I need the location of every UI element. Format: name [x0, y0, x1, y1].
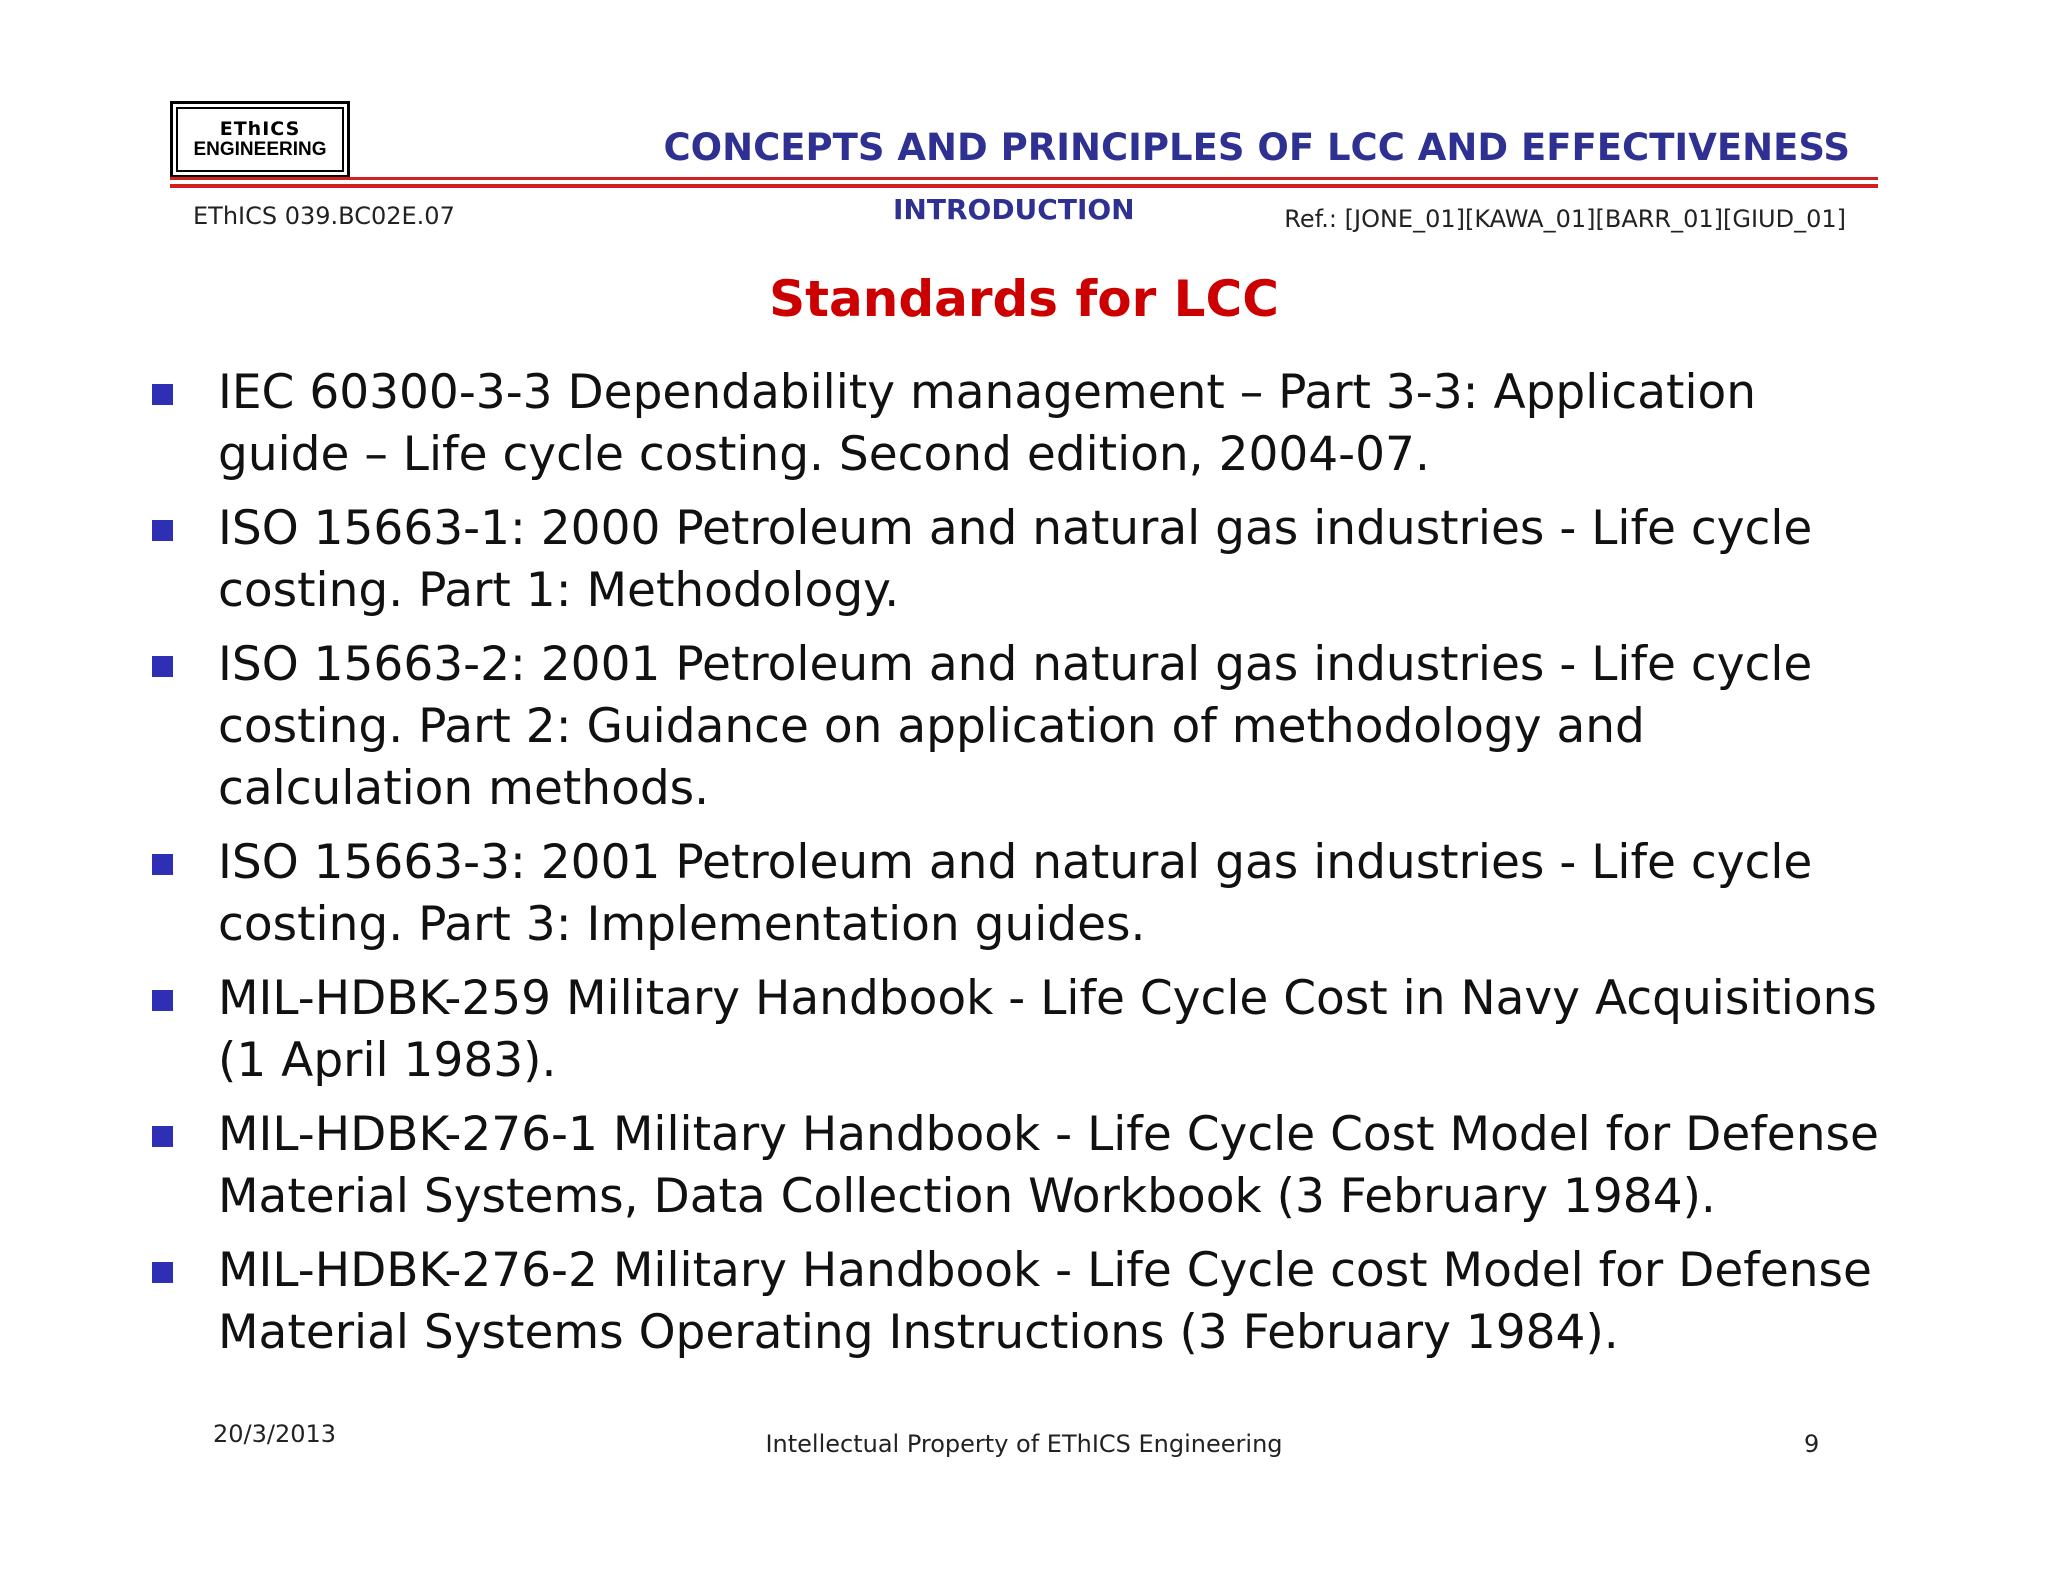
footer-ownership: Intellectual Property of EThICS Engineering — [765, 1430, 1283, 1458]
list-item — [150, 362, 1890, 486]
list-item — [150, 832, 1890, 956]
square-bullet-icon — [152, 384, 173, 405]
page-number: 9 — [1804, 1430, 1820, 1458]
list-item-text: MIL-HDBK-276-2 Military Handbook - Life Cycle cost Model for Defense Material Systems Operating Instructions (3 February 1984). — [218, 1243, 1872, 1360]
list-item-text: ISO 15663-1: 2000 Petroleum and natural gas industries - Life cycle costing. Part 1: Methodology. — [218, 501, 1813, 618]
list-item — [150, 498, 1890, 622]
header-rule-bottom — [170, 184, 1878, 188]
square-bullet-icon — [152, 990, 173, 1011]
ethics-engineering-logo — [170, 101, 350, 178]
square-bullet-icon — [152, 1126, 173, 1147]
list-item-text: ISO 15663-2: 2001 Petroleum and natural gas industries - Life cycle costing. Part 2: Guidance on application of methodology and calculation methods. — [218, 637, 1813, 816]
square-bullet-icon — [152, 656, 173, 677]
square-bullet-icon — [152, 854, 173, 875]
logo-line-2: ENGINEERING — [193, 138, 327, 160]
list-item-text: MIL-HDBK-276-1 Military Handbook - Life Cycle Cost Model for Defense Material Systems, Data Collection Workbook (3 February 1984). — [218, 1107, 1879, 1224]
list-item-text: MIL-HDBK-259 Military Handbook - Life Cycle Cost in Navy Acquisitions (1 April 1983). — [218, 971, 1877, 1088]
square-bullet-icon — [152, 1262, 173, 1283]
document-code: EThICS 039.BC02E.07 — [193, 202, 455, 230]
list-item-text: ISO 15663-3: 2001 Petroleum and natural gas industries - Life cycle costing. Part 3: Implementation guides. — [218, 835, 1813, 952]
square-bullet-icon — [152, 520, 173, 541]
logo-line-1: EThICS — [219, 117, 301, 140]
header-rule-top — [170, 177, 1878, 180]
list-item — [150, 1240, 1890, 1364]
references: Ref.: [JONE_01][KAWA_01][BARR_01][GIUD_01] — [1284, 205, 1846, 233]
logo-frame — [176, 107, 344, 172]
footer-date: 20/3/2013 — [213, 1420, 337, 1448]
list-item — [150, 1104, 1890, 1228]
slide-title: Standards for LCC — [769, 270, 1279, 328]
list-item — [150, 634, 1890, 820]
list-item-text: IEC 60300-3-3 Dependability management – Part 3-3: Application guide – Life cycle costing. Second edition, 2004-07. — [218, 365, 1757, 482]
standards-list — [150, 362, 1890, 1376]
section-label: INTRODUCTION — [893, 193, 1135, 226]
header-title: CONCEPTS AND PRINCIPLES OF LCC AND EFFECTIVENESS — [663, 126, 1850, 169]
list-item — [150, 968, 1890, 1092]
